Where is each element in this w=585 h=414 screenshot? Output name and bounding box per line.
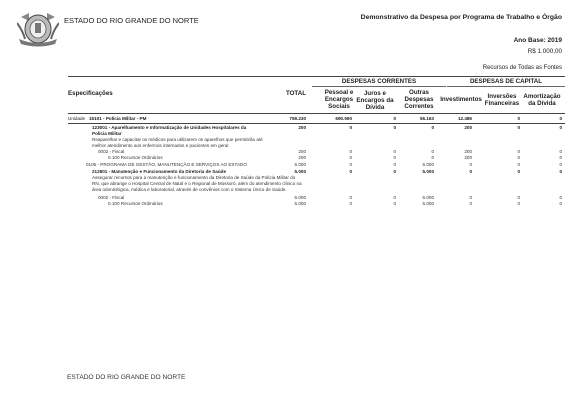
footer-state-name: ESTADO DO RIO GRANDE DO NORTE [67,374,186,381]
group-correntes-header: DESPESAS CORRENTES [341,78,417,85]
row-5-outras: 5.000 [422,169,434,174]
unidade-outras: 56.163 [419,116,434,121]
row-6-description: Assegurar recursos para a manutenção e funcionamento da Diretoria de Saúde da Polícia Militar do RN, que abrange o Hospital Central de Natal e o Regional de Mossoró, além do atendimento clínico na área odontológica, médica e laboratorial, através de convênios com o Sistema Único de Saúde. [92,175,302,192]
table-header-rule [68,113,565,114]
amortizacao-header: Amortização da Dívida [523,93,561,108]
row-2-amortizacao: 0 [559,149,562,154]
row-7-spec: 0002 - Fiscal [98,195,125,200]
row-3-total: 200 [298,155,306,160]
row-4-juros: 0 [393,162,396,167]
unidade-investimentos: 12.486 [457,116,472,121]
row-4-spec: 0105 - PROGRAMA DE GESTÃO, MANUTENÇÃO E SERVIÇOS AO ESTADO [86,162,247,167]
row-7-inversoes: 0 [517,195,520,200]
investimentos-header: Investimentos [440,96,482,103]
row-8-total: 5.000 [294,201,306,206]
unidade-inversoes: 0 [517,116,520,121]
especificacoes-header: Especificações [68,90,113,97]
row-3-spec: 0.100 Recursos Ordinários [108,155,163,160]
row-1-description: Reaparelhar e capacitar os médicos para utilizarem os aparelhos que permitirão até melhor atendimento aos enfermos internados e pacientes em geral [92,137,263,148]
row-4-outras: 5.000 [422,162,434,167]
row-7-total: 5.000 [294,195,306,200]
row-5-pessoal: 0 [349,169,352,174]
row-8-inversoes: 0 [517,201,520,206]
row-5-total: 5.000 [294,169,306,174]
unidade-label: Unidade [68,116,86,121]
row-7-pessoal: 0 [349,195,352,200]
row-8-outras: 5.000 [422,201,434,206]
group-capital-header: DESPESAS DE CAPITAL [469,78,543,85]
row-8-pessoal: 0 [349,201,352,206]
currency-unit: R$ 1.000,00 [527,48,562,55]
base-year: Ano Base: 2019 [513,37,562,44]
state-seal-icon [17,11,59,47]
row-2-total: 200 [298,149,306,154]
unidade-amortizacao: 0 [559,116,562,121]
unidade-juros: 0 [393,116,396,121]
row-4-pessoal: 0 [349,162,352,167]
row-2-pessoal: 0 [349,149,352,154]
correntes-group-rule [312,86,446,87]
row-3-investimentos: 200 [464,155,472,160]
sources-label: Recursos de Todas as Fontes [482,65,562,71]
row-2-outras: 0 [431,149,434,154]
row-7-amortizacao: 0 [559,195,562,200]
row-0-juros: 0 [393,125,396,130]
row-0-outras: 0 [431,125,434,130]
pessoal-header: Pessoal e Encargos Sociais [324,89,354,111]
row-0-pessoal: 0 [349,125,352,130]
row-2-juros: 0 [393,149,396,154]
state-name: ESTADO DO RIO GRANDE DO NORTE [64,16,199,25]
row-5-investimentos: 0 [469,169,472,174]
row-7-outras: 5.000 [422,195,434,200]
unidade-total: 759.230 [289,116,306,121]
row-4-total: 5.000 [294,162,306,167]
total-header: TOTAL [285,90,306,97]
row-7-investimentos: 0 [469,195,472,200]
row-0-spec: 123001 - Aparelhamento e Informatização de Unidades Hospitalares da Polícia Militar [92,125,247,136]
row-5-spec: 212801 - Manutenção e Funcionamento da Diretoria de Saúde [92,169,227,174]
outras-header: Outras Despesas Correntes [404,89,434,111]
row-5-inversoes: 0 [517,169,520,174]
row-8-juros: 0 [393,201,396,206]
row-2-inversoes: 0 [517,149,520,154]
row-3-inversoes: 0 [517,155,520,160]
unidade-pessoal: 690.590 [335,116,352,121]
row-5-amortizacao: 0 [559,169,562,174]
row-8-amortizacao: 0 [559,201,562,206]
row-3-outras: 0 [431,155,434,160]
row-7-juros: 0 [393,195,396,200]
unidade-rule [68,123,565,124]
table-top-rule [68,76,565,77]
row-5-juros: 0 [393,169,396,174]
row-0-total: 200 [298,125,306,130]
row-2-spec: 0002 - Fiscal [98,149,125,154]
row-0-amortizacao: 0 [559,125,562,130]
row-0-investimentos: 200 [464,125,472,130]
juros-header: Juros e Encargos da Dívida [356,90,394,112]
row-4-inversoes: 0 [517,162,520,167]
row-8-investimentos: 0 [469,201,472,206]
row-4-amortizacao: 0 [559,162,562,167]
row-3-amortizacao: 0 [559,155,562,160]
row-4-investimentos: 0 [469,162,472,167]
row-3-pessoal: 0 [349,155,352,160]
unidade-name: 15101 - Polícia Militar - PM [89,116,147,121]
report-title: Demonstrativo da Despesa por Programa de Trabalho e Órgão [360,14,562,21]
row-0-inversoes: 0 [517,125,520,130]
row-3-juros: 0 [393,155,396,160]
row-2-investimentos: 200 [464,149,472,154]
inversoes-header: Inversões Financeiras [484,93,520,108]
capital-group-rule [447,86,565,87]
row-8-spec: 0.100 Recursos Ordinários [108,201,163,206]
